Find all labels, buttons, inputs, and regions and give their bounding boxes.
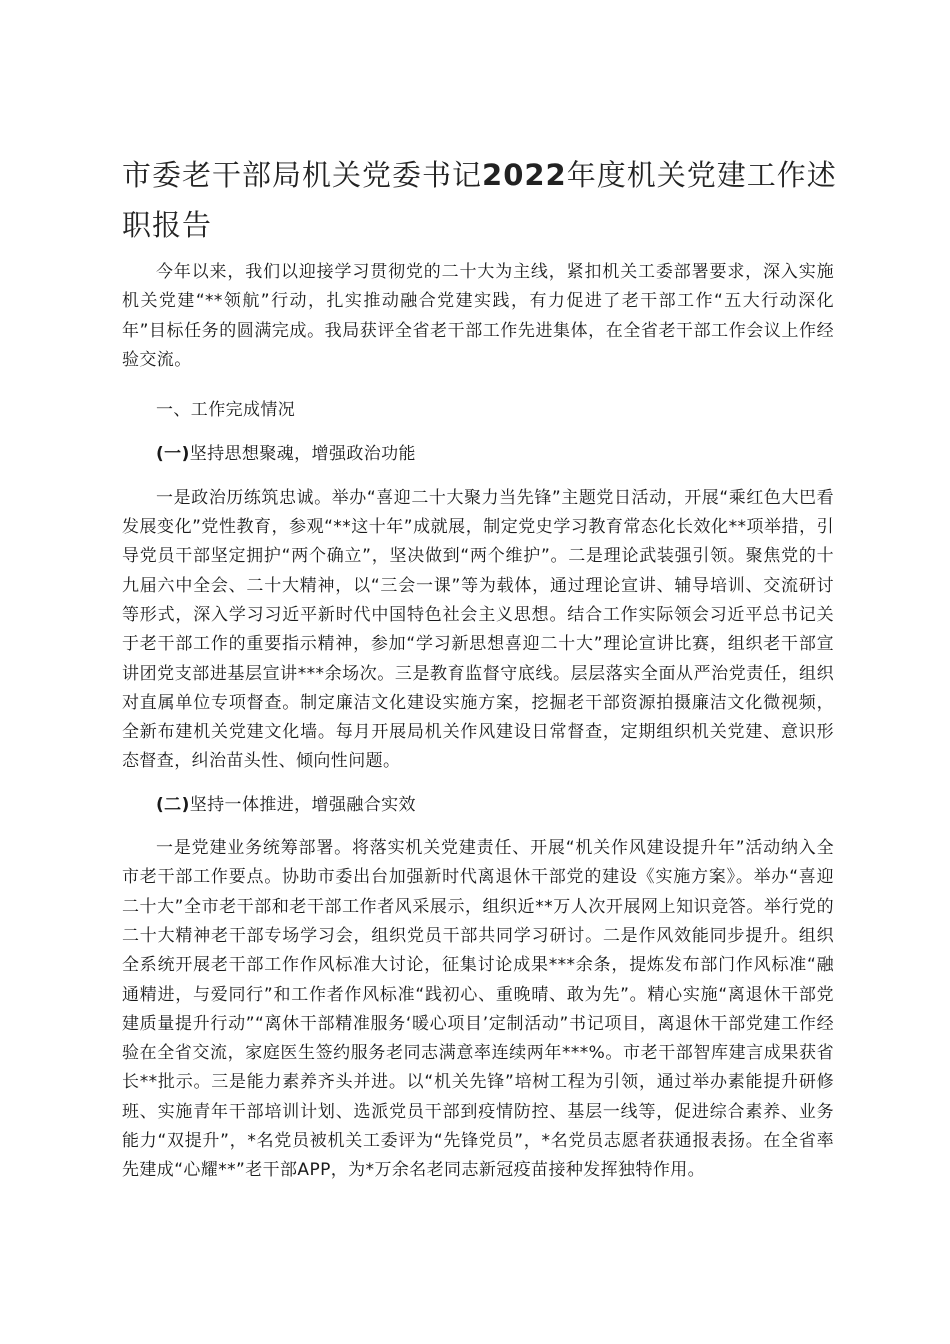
- document-body: [122, 258, 834, 1186]
- subsection-mark-1: (一): [156, 444, 190, 465]
- title-part2: 年度机关党建工作述职报告: [122, 158, 837, 242]
- title-year: 2022: [482, 158, 567, 192]
- subsection-mark-2: (二): [156, 794, 190, 815]
- subsection-paragraph-1: 一是政治历练筑忠诚。举办“喜迎二十大聚力当先锋”主题党日活动，开展“乘红色大巴看发展变化”党性教育，参观“**这十年”成就展，制定党史学习教育常态化长效化**项举措，引导党员干部坚定拥护“两个确立”，坚决做到“两个维护”。二是理论武装强引领。聚焦党的十九届六中全会、二十大精神，以“三会一课”等为载体，通过理论宣讲、辅导培训、交流研讨等形式，深入学习习近平新时代中国特色社会主义思想。结合工作实际领会习近平总书记关于老干部工作的重要指示精神，参加“学习新思想喜迎二十大”理论宣讲比赛，组织老干部宣讲团党支部进基层宣讲***余场次。三是教育监督守底线。层层落实全面从严治党责任，组织对直属单位专项督查。制定廉洁文化建设实施方案，挖掘老干部资源拍摄廉洁文化微视频，全新布建机关党建文化墙。每月开展局机关作风建设日常督查，定期组织机关党建、意识形态督查，纠治苗头性、倾向性问题。: [122, 487, 834, 772]
- subsection-heading-1: [122, 440, 834, 469]
- subsection-title-1: 坚持思想聚魂，增强政治功能: [189, 444, 416, 465]
- title-part1: 市委老干部局机关党委书记: [122, 158, 483, 192]
- subsection-heading-2: [122, 791, 834, 820]
- document-title: [122, 150, 842, 250]
- subsection-paragraph-2: 一是党建业务统筹部署。将落实机关党建责任、开展“机关作风建设提升年”活动纳入全市老干部工作要点。协助市委出台加强新时代离退休干部党的建设《实施方案》。举办“喜迎二十大”全市老干部和老干部工作者风采展示，组织近**万人次开展网上知识竞答。举行党的二十大精神老干部专场学习会，组织党员干部共同学习研讨。二是作风效能同步提升。组织全系统开展老干部工作作风标准大讨论，征集讨论成果***余条，提炼发布部门作风标准“融通精进，与爱同行”和工作者作风标准“践初心、重晚晴、敢为先”。精心实施“离退休干部党建质量提升行动”“离休干部精准服务‘暖心项目’定制活动”书记项目，离退休干部党建工作经验在全省交流，家庭医生签约服务老同志满意率连续两年***%。市老干部智库建言成果获省长**批示。三是能力素养齐头并进。以“机关先锋”培树工程为引领，通过举办素能提升研修班、实施青年干部培训计划、选派党员干部到疫情防控、基层一线等，促进综合素养、业务能力“双提升”，*名党员被机关工委评为“先锋党员”，*名党员志愿者获通报表扬。在全省率先建成“心耀**”老干部APP，为*万余名老同志新冠疫苗接种发挥独特作用。: [122, 838, 834, 1181]
- section-heading: 一、工作完成情况: [156, 400, 296, 421]
- intro-paragraph: 今年以来，我们以迎接学习贯彻党的二十大为主线，紧扣机关工委部署要求，深入实施机关党建“**领航”行动，扎实推动融合党建实践，有力促进了老干部工作“五大行动深化年”目标任务的圆满完成。我局获评全省老干部工作先进集体，在全省老干部工作会议上作经验交流。: [122, 262, 834, 370]
- subsection-title-2: 坚持一体推进，增强融合实效: [189, 794, 416, 815]
